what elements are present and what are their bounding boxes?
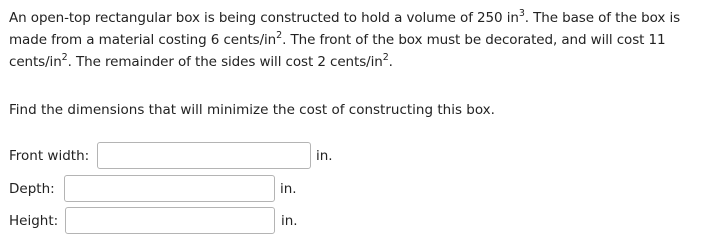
problem-statement — [9, 7, 709, 73]
exponent-3: 3 — [518, 7, 525, 19]
front-width-input[interactable] — [97, 142, 311, 169]
problem-text-3: . The front of the box must be decorated, and will cost 11 cents/in — [9, 32, 666, 70]
depth-label: Depth: — [9, 181, 55, 197]
question-text: Find the dimensions that will minimize the cost of constructing this box. — [9, 102, 495, 118]
problem-text-1: An open-top rectangular box is being constructed to hold a volume of 250 in — [9, 10, 519, 26]
exponent-2: 2 — [276, 29, 283, 41]
height-input[interactable] — [65, 207, 275, 234]
exponent-2: 2 — [61, 51, 68, 63]
front-width-label: Front width: — [9, 148, 90, 164]
depth-input[interactable] — [64, 175, 275, 202]
height-unit: in. — [281, 213, 298, 229]
problem-text-5: . — [388, 54, 393, 70]
problem-text-4: . The remainder of the sides will cost 2 cents/in — [67, 54, 383, 70]
exponent-2: 2 — [382, 51, 389, 63]
front-width-unit: in. — [316, 148, 333, 164]
problem-text-2: . The base of the box is made from a material costing 6 cents/in — [9, 10, 681, 48]
depth-unit: in. — [280, 181, 297, 197]
height-label: Height: — [9, 213, 59, 229]
